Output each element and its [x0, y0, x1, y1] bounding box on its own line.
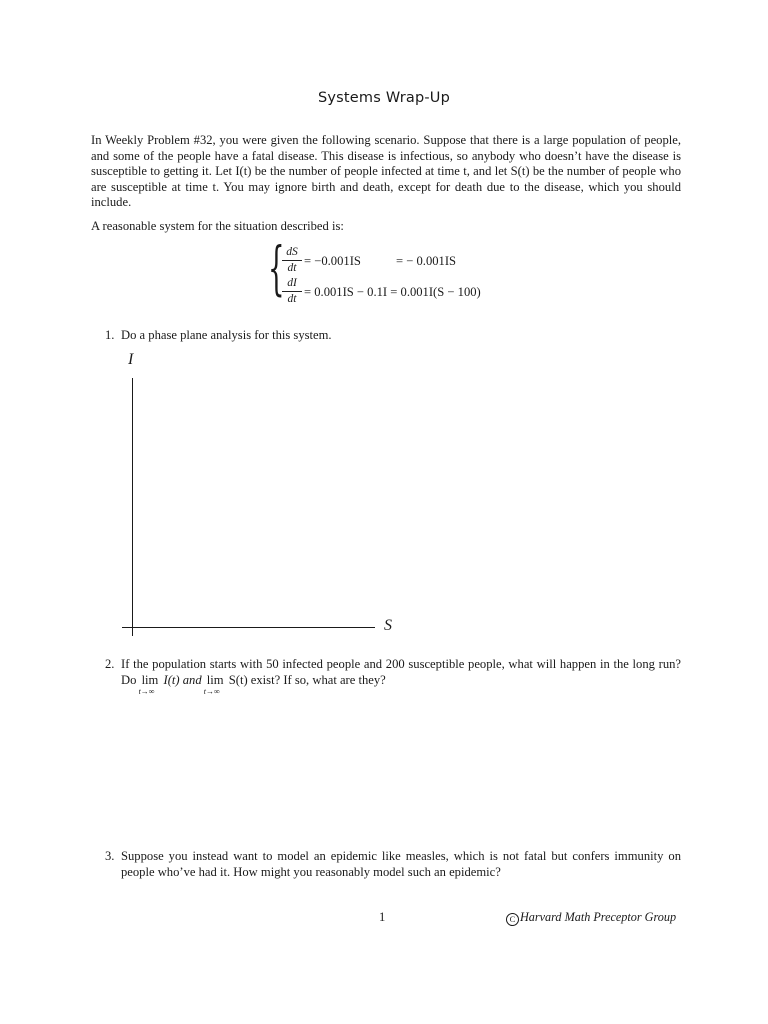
- limit-subscript: t→∞: [203, 686, 220, 696]
- fraction-numerator: dI: [282, 277, 302, 292]
- page-number: 1: [379, 910, 386, 924]
- fraction-denominator: dt: [287, 262, 297, 274]
- left-brace: {: [268, 234, 285, 302]
- question-text: Suppose you instead want to model an epidemic like measles, which is not fatal but confers immunity on people who’ve had it. How might you reasonably model such an epidemic?: [121, 849, 681, 879]
- limit-subscript: t→∞: [138, 686, 155, 696]
- intro-paragraph: In Weekly Problem #32, you were given the following scenario. Suppose that there is a large population of people, and some of the people have a fatal disease. This disease is infectious, so anybody who doesn’t have the disease is susceptible to getting it. Let I(t) be the number of people infected at time t, and let S(t) be the number of people who are susceptible at time t. You may ignore birth and death, except for death due to the disease, which you should include.: [91, 133, 681, 210]
- credit-text: Harvard Math Preceptor Group: [520, 910, 677, 924]
- question-text: Do a phase plane analysis for this system.: [121, 328, 332, 342]
- limit-operator: [138, 672, 159, 696]
- limit-word: lim: [141, 672, 159, 687]
- question-number: 3.: [105, 849, 115, 863]
- equation-1-simplified: = − 0.001IS: [396, 254, 457, 268]
- equation-1-rhs: = −0.001IS: [304, 254, 361, 268]
- footer-credit: [506, 910, 676, 926]
- s-axis-label: S: [384, 617, 392, 634]
- limit-word: lim: [206, 672, 224, 687]
- fraction-numerator: dS: [282, 246, 302, 261]
- question-number: 2.: [105, 657, 115, 671]
- fraction-denominator: dt: [287, 293, 297, 305]
- equation-2-rhs: = 0.001IS − 0.1I = 0.001I(S − 100): [304, 285, 481, 299]
- question-text-part: S(t) exist? If so, what are they?: [228, 672, 386, 687]
- question-text-part: If the population starts with 50 infected people and 200 susceptible people, what will happen in the long run? Do: [121, 657, 681, 687]
- question-number: 1.: [105, 328, 115, 342]
- system-intro-text: A reasonable system for the situation described is:: [91, 219, 344, 233]
- question-text: [121, 657, 681, 696]
- page-title: Systems Wrap-Up: [317, 90, 451, 106]
- i-axis-label: I: [128, 351, 134, 368]
- copyright-icon: C: [506, 913, 519, 926]
- question-text-part: I(t) and: [163, 672, 202, 687]
- limit-operator: [203, 672, 224, 696]
